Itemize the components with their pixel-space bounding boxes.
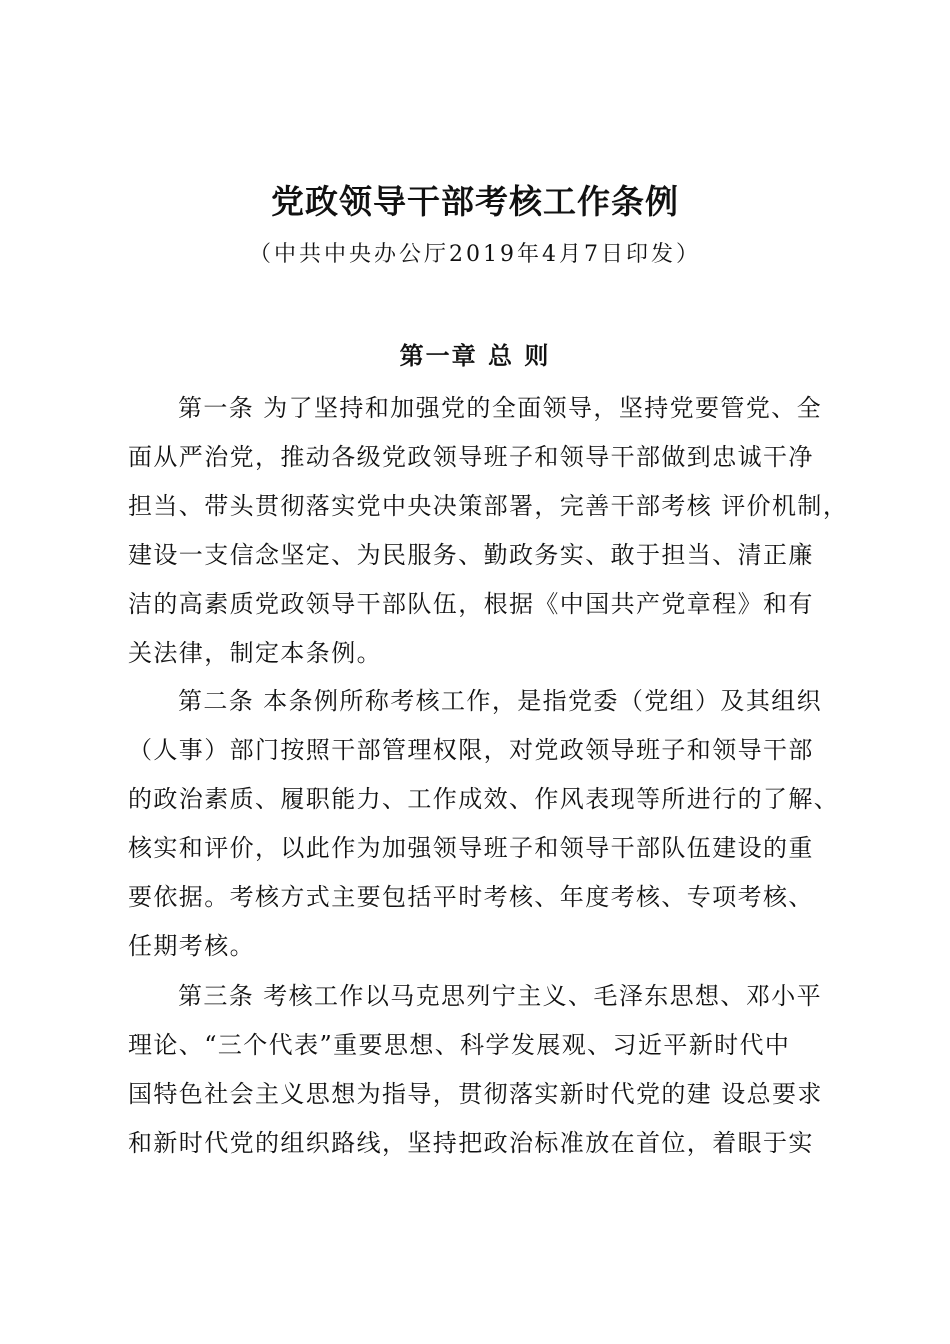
article-1 [128,384,848,678]
article-line: 和新时代党的组织路线，坚持把政治标准放在首位，着眼于实 [128,1129,814,1157]
article-3 [128,972,848,1168]
chapter-heading: 第一章 总 则 [399,342,551,370]
article-2 [128,677,848,971]
article-line: 洁的高素质党政领导干部队伍，根据《中国共产党章程》和有 [128,590,814,618]
article-line: 任期考核。 [128,932,255,960]
article-line: 第二条 本条例所称考核工作，是指党委（党组）及其组织 [178,687,823,715]
article-line: 第一条 为了坚持和加强党的全面领导，坚持党要管党、全 [178,394,823,422]
article-line: 核实和评价，以此作为加强领导班子和领导干部队伍建设的重 [128,834,814,862]
article-line: 关法律，制定本条例。 [128,639,382,667]
article-line: 担当、带头贯彻落实党中央决策部署，完善干部考核 评价机制， [128,492,849,520]
article-line: 的政治素质、履职能力、工作成效、作风表现等所进行的了解、 [128,785,840,813]
document-title: 党政领导干部考核工作条例 [271,182,679,221]
article-line: 建设一支信念坚定、为民服务、勤政务实、敢于担当、清正廉 [128,541,814,569]
article-line: 面从严治党，推动各级党政领导班子和领导干部做到忠诚干净 [128,443,814,471]
article-line: 第三条 考核工作以马克思列宁主义、毛泽东思想、邓小平 [178,982,823,1010]
article-line: （人事）部门按照干部管理权限，对党政领导班子和领导干部 [128,736,814,764]
document-subtitle: （中共中央办公厅2019年4月7日印发） [249,242,701,267]
article-line: 要依据。考核方式主要包括平时考核、年度考核、专项考核、 [128,883,814,911]
article-line: 国特色社会主义思想为指导，贯彻落实新时代党的建 设总要求 [128,1080,823,1108]
article-line: 理论、“三个代表”重要思想、科学发展观、习近平新时代中 [128,1031,791,1059]
